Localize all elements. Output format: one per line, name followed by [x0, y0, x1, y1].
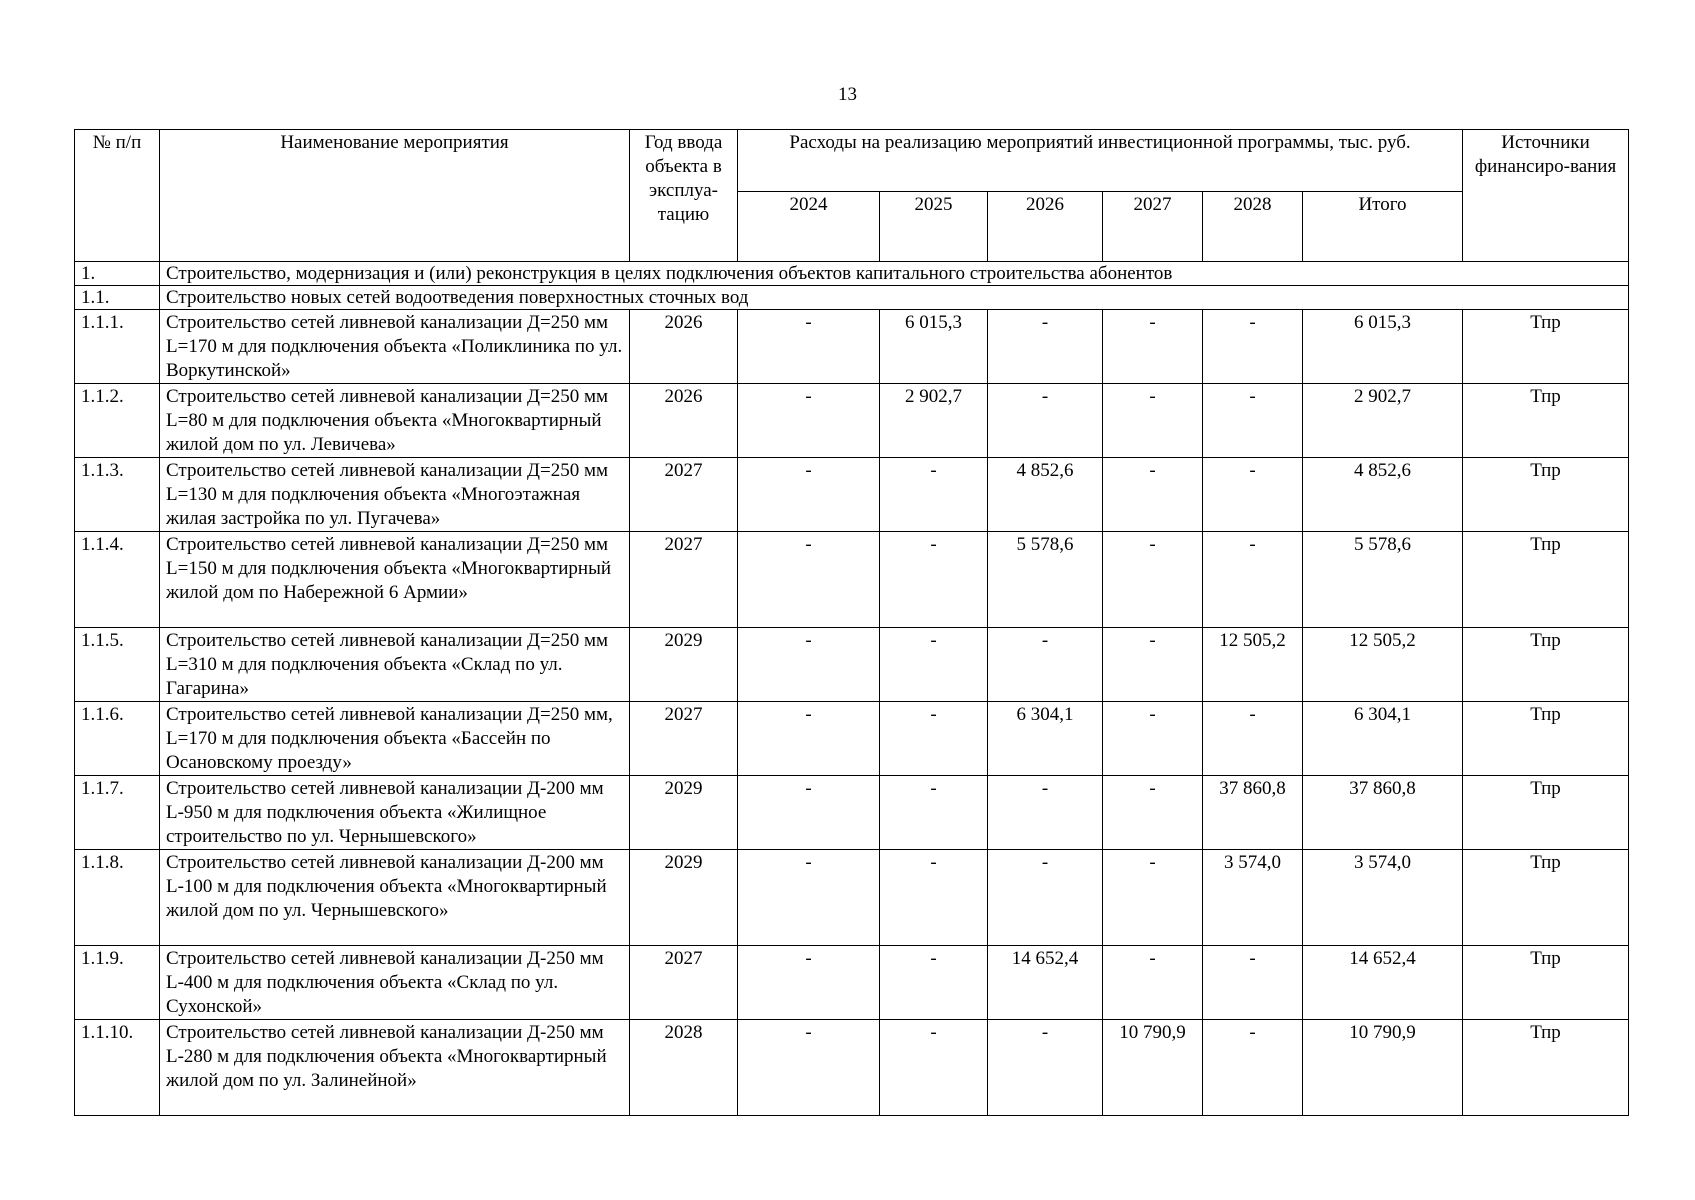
row-source: Тпр [1463, 850, 1629, 946]
row-2028: - [1203, 1020, 1303, 1116]
row-2028: 12 505,2 [1203, 628, 1303, 702]
header-source: Источники финансиро-вания [1463, 130, 1629, 262]
row-year: 2029 [630, 628, 738, 702]
row-2027: - [1103, 310, 1203, 384]
row-2027: - [1103, 384, 1203, 458]
row-2027: - [1103, 532, 1203, 628]
row-name: Строительство сетей ливневой канализации Д-250 мм L-400 м для подключения объекта «Склад по ул. Сухонской» [160, 946, 630, 1020]
row-name: Строительство сетей ливневой канализации Д=250 мм L=310 м для подключения объекта «Склад по ул. Гагарина» [160, 628, 630, 702]
row-total: 37 860,8 [1303, 776, 1463, 850]
row-source: Тпр [1463, 310, 1629, 384]
row-2026: - [988, 384, 1103, 458]
row-2025: - [880, 628, 988, 702]
row-name: Строительство сетей ливневой канализации Д=250 мм L=130 м для подключения объекта «Многоэтажная жилая застройка по ул. Пугачева» [160, 458, 630, 532]
header-num: № п/п [75, 130, 160, 262]
row-source: Тпр [1463, 1020, 1629, 1116]
section-title: Строительство, модернизация и (или) реконструкция в целях подключения объектов капитального строительства абонентов [160, 262, 1629, 286]
row-2027: - [1103, 458, 1203, 532]
header-2026: 2026 [988, 192, 1103, 262]
row-source: Тпр [1463, 384, 1629, 458]
row-num: 1.1.9. [75, 946, 160, 1020]
row-source: Тпр [1463, 628, 1629, 702]
row-2025: - [880, 850, 988, 946]
row-2024: - [738, 1020, 880, 1116]
table-row [75, 702, 1629, 776]
row-num: 1.1.10. [75, 1020, 160, 1116]
row-2028: - [1203, 384, 1303, 458]
row-name: Строительство сетей ливневой канализации Д-250 мм L-280 м для подключения объекта «Многоквартирный жилой дом по ул. Залинейной» [160, 1020, 630, 1116]
subsection-row [75, 286, 1629, 310]
row-total: 6 015,3 [1303, 310, 1463, 384]
row-2026: - [988, 776, 1103, 850]
row-year: 2026 [630, 384, 738, 458]
row-2024: - [738, 946, 880, 1020]
header-year: Год ввода объекта в эксплуа-тацию [630, 130, 738, 262]
subsection-num: 1.1. [75, 286, 160, 310]
row-num: 1.1.3. [75, 458, 160, 532]
table-row [75, 946, 1629, 1020]
row-num: 1.1.5. [75, 628, 160, 702]
row-name: Строительство сетей ливневой канализации Д=250 мм L=170 м для подключения объекта «Поликлиника по ул. Воркутинской» [160, 310, 630, 384]
row-2027: - [1103, 946, 1203, 1020]
row-year: 2029 [630, 776, 738, 850]
row-year: 2029 [630, 850, 738, 946]
row-name: Строительство сетей ливневой канализации Д=250 мм L=80 м для подключения объекта «Многоквартирный жилой дом по ул. Левичева» [160, 384, 630, 458]
header-total: Итого [1303, 192, 1463, 262]
header-expenses: Расходы на реализацию мероприятий инвестиционной программы, тыс. руб. [738, 130, 1463, 192]
row-2026: 14 652,4 [988, 946, 1103, 1020]
row-num: 1.1.6. [75, 702, 160, 776]
row-num: 1.1.7. [75, 776, 160, 850]
table-row [75, 532, 1629, 628]
row-2028: - [1203, 946, 1303, 1020]
row-num: 1.1.2. [75, 384, 160, 458]
header-2025: 2025 [880, 192, 988, 262]
row-2025: 6 015,3 [880, 310, 988, 384]
row-2024: - [738, 310, 880, 384]
header-2028: 2028 [1203, 192, 1303, 262]
row-2026: - [988, 1020, 1103, 1116]
row-2024: - [738, 628, 880, 702]
row-name: Строительство сетей ливневой канализации Д-200 мм L-950 м для подключения объекта «Жилищное строительство по ул. Чернышевского» [160, 776, 630, 850]
table-row [75, 310, 1629, 384]
table-row [75, 1020, 1629, 1116]
row-total: 3 574,0 [1303, 850, 1463, 946]
row-total: 10 790,9 [1303, 1020, 1463, 1116]
row-2024: - [738, 532, 880, 628]
row-year: 2027 [630, 946, 738, 1020]
row-2025: - [880, 946, 988, 1020]
row-2027: - [1103, 776, 1203, 850]
row-2025: - [880, 776, 988, 850]
table-row [75, 458, 1629, 532]
row-2024: - [738, 384, 880, 458]
row-name: Строительство сетей ливневой канализации Д=250 мм L=150 м для подключения объекта «Многоквартирный жилой дом по Набережной 6 Армии» [160, 532, 630, 628]
row-2028: - [1203, 458, 1303, 532]
row-2026: - [988, 850, 1103, 946]
row-year: 2028 [630, 1020, 738, 1116]
row-2024: - [738, 850, 880, 946]
row-source: Тпр [1463, 946, 1629, 1020]
row-source: Тпр [1463, 702, 1629, 776]
table-row [75, 628, 1629, 702]
row-2024: - [738, 702, 880, 776]
row-2028: 37 860,8 [1203, 776, 1303, 850]
row-2027: - [1103, 628, 1203, 702]
row-total: 5 578,6 [1303, 532, 1463, 628]
row-2027: - [1103, 702, 1203, 776]
section-row [75, 262, 1629, 286]
row-2027: - [1103, 850, 1203, 946]
row-source: Тпр [1463, 776, 1629, 850]
subsection-title: Строительство новых сетей водоотведения поверхностных сточных вод [160, 286, 1629, 310]
row-2028: 3 574,0 [1203, 850, 1303, 946]
header-name: Наименование мероприятия [160, 130, 630, 262]
row-year: 2027 [630, 458, 738, 532]
row-name: Строительство сетей ливневой канализации Д=250 мм, L=170 м для подключения объекта «Бассейн по Осановскому проезду» [160, 702, 630, 776]
row-total: 14 652,4 [1303, 946, 1463, 1020]
row-2026: 5 578,6 [988, 532, 1103, 628]
row-2026: - [988, 628, 1103, 702]
row-2028: - [1203, 310, 1303, 384]
header-2027: 2027 [1103, 192, 1203, 262]
row-2026: - [988, 310, 1103, 384]
row-source: Тпр [1463, 532, 1629, 628]
table-row [75, 850, 1629, 946]
row-2027: 10 790,9 [1103, 1020, 1203, 1116]
row-total: 12 505,2 [1303, 628, 1463, 702]
row-total: 2 902,7 [1303, 384, 1463, 458]
row-2026: 6 304,1 [988, 702, 1103, 776]
row-2025: - [880, 702, 988, 776]
row-2028: - [1203, 702, 1303, 776]
row-name: Строительство сетей ливневой канализации Д-200 мм L-100 м для подключения объекта «Многоквартирный жилой дом по ул. Чернышевского» [160, 850, 630, 946]
row-total: 6 304,1 [1303, 702, 1463, 776]
row-2025: - [880, 532, 988, 628]
row-2025: - [880, 458, 988, 532]
row-source: Тпр [1463, 458, 1629, 532]
row-num: 1.1.4. [75, 532, 160, 628]
page-number: 13 [838, 84, 857, 105]
row-2025: 2 902,7 [880, 384, 988, 458]
row-2024: - [738, 776, 880, 850]
row-num: 1.1.1. [75, 310, 160, 384]
table-row [75, 776, 1629, 850]
table-row [75, 384, 1629, 458]
section-num: 1. [75, 262, 160, 286]
row-2025: - [880, 1020, 988, 1116]
investment-program-table [74, 129, 1629, 1116]
row-num: 1.1.8. [75, 850, 160, 946]
row-2026: 4 852,6 [988, 458, 1103, 532]
row-year: 2027 [630, 702, 738, 776]
header-row-top [75, 130, 1629, 192]
row-year: 2026 [630, 310, 738, 384]
row-total: 4 852,6 [1303, 458, 1463, 532]
row-year: 2027 [630, 532, 738, 628]
header-2024: 2024 [738, 192, 880, 262]
row-2028: - [1203, 532, 1303, 628]
row-2024: - [738, 458, 880, 532]
